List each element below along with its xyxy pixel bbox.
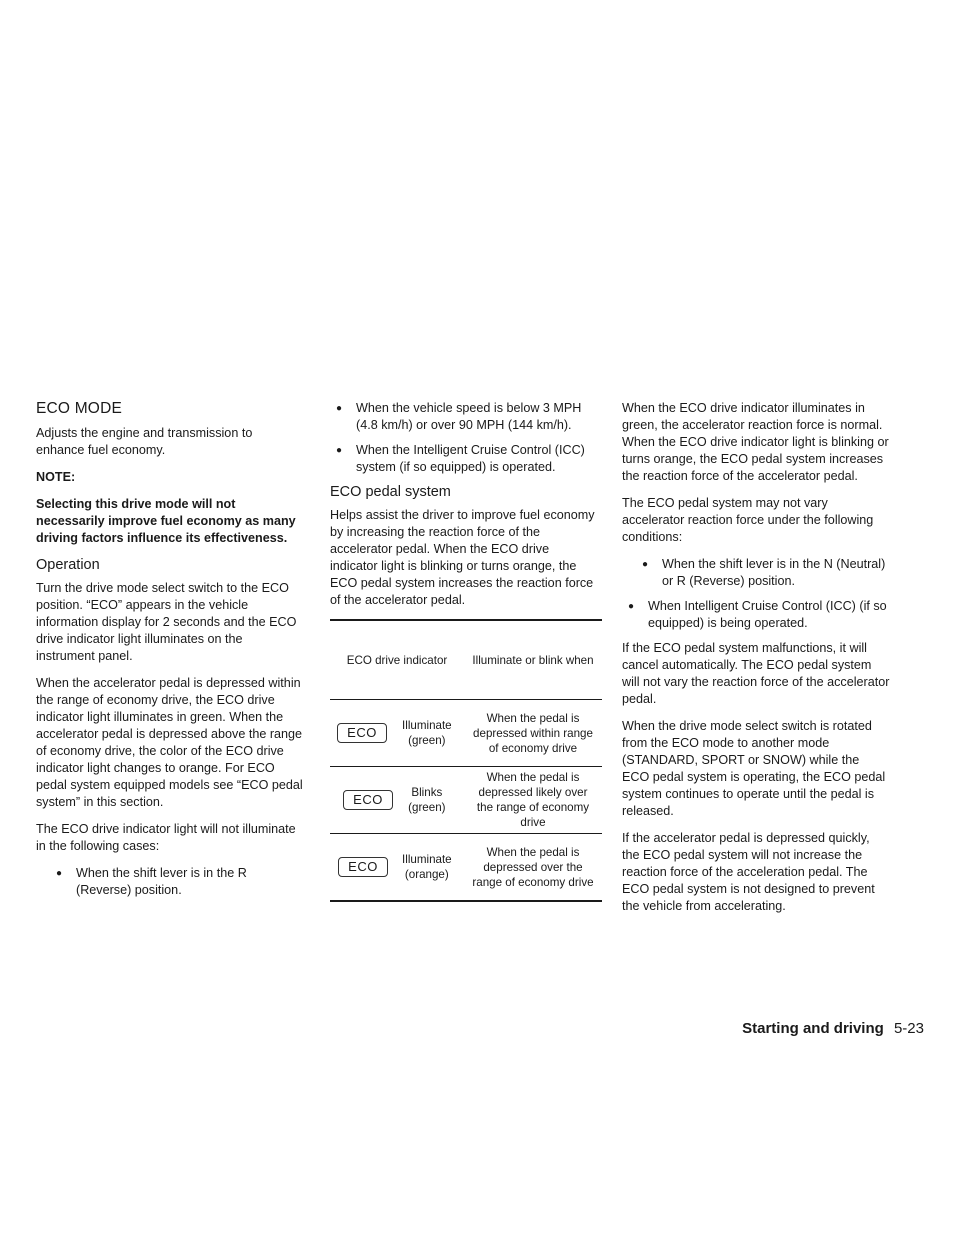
footer-section-title: Starting and driving <box>742 1020 884 1037</box>
eco-indicator-table <box>330 619 602 902</box>
table-row <box>330 700 602 767</box>
page-number: 5-23 <box>893 1020 924 1037</box>
eco-indicator-icon: ECO <box>337 723 387 743</box>
pedal-paragraph-4: When the drive mode select switch is rotated from the ECO mode to another mode (STANDARD, SPORT or SNOW) while the ECO pedal system is operating, the ECO pedal system continues to operate until the pedal is released. <box>622 719 886 818</box>
table-row <box>330 767 602 834</box>
note-text: Selecting this drive mode will not necessarily improve fuel economy as many driving factors influence its effectiveness. <box>36 497 296 545</box>
indicator-condition: When the pedal is depressed likely over the range of economy drive <box>464 767 602 834</box>
pedal-paragraph-1: When the ECO drive indicator illuminates in green, the accelerator reaction force is normal. When the ECO drive indicator light is blinking or turns orange, the ECO pedal system increases the reaction force of the accelerator pedal. <box>622 401 889 483</box>
pedal-system-paragraph: Helps assist the driver to improve fuel economy by increasing the reaction force of the accelerator pedal. When the ECO drive indicator light is blinking or turns orange, the ECO pedal system increases the reaction force of the accelerator pedal. <box>330 508 595 607</box>
pedal-paragraph-5: If the accelerator pedal is depressed quickly, the ECO pedal system will not increase the reaction force of the acceleration pedal. The ECO pedal system is not designed to prevent the vehicle from accelerating. <box>622 831 875 913</box>
bullet-item: ● When Intelligent Cruise Control (ICC) (if so equipped) is being operated. <box>622 598 890 632</box>
table-header-when: Illuminate or blink when <box>472 653 594 667</box>
indicator-state: Illuminate (orange) <box>402 853 452 881</box>
section-heading: ECO MODE <box>36 400 122 417</box>
operation-paragraph-3: The ECO drive indicator light will not illuminate in the following cases: <box>36 822 296 853</box>
operation-paragraph-2: When the accelerator pedal is depressed within the range of economy drive, the ECO drive indicator light illuminates in green. When the accelerator pedal is depressed above the range of economy drive, the color of the ECO drive indicator light changes to orange. For ECO pedal system equipped models see “ECO pedal system” in this section. <box>36 676 303 809</box>
indicator-state: Blinks (green) <box>408 786 446 814</box>
note-label: NOTE: <box>36 470 76 484</box>
table-header-row <box>330 620 602 700</box>
operation-heading: Operation <box>36 557 100 573</box>
bullet-item: ● When the Intelligent Cruise Control (ICC) system (if so equipped) is operated. <box>330 442 598 476</box>
pedal-paragraph-3: If the ECO pedal system malfunctions, it will cancel automatically. The ECO pedal system will not vary the reaction force of the accelerator pedal. <box>622 641 890 706</box>
column-right <box>622 400 890 925</box>
table-header-indicator: ECO drive indicator <box>346 653 448 667</box>
eco-indicator-icon: ECO <box>338 857 388 877</box>
bullet-item: ● When the shift lever is in the R (Reverse) position. <box>36 865 304 899</box>
indicator-condition: When the pedal is depressed within range of economy drive <box>464 700 602 767</box>
intro-paragraph: Adjusts the engine and transmission to enhance fuel economy. <box>36 426 253 457</box>
column-left <box>36 400 304 907</box>
indicator-condition: When the pedal is depressed over the range of economy drive <box>464 834 602 902</box>
page-footer <box>742 1020 924 1037</box>
indicator-state: Illuminate (green) <box>402 719 452 747</box>
bullet-item: ● When the shift lever is in the N (Neutral) or R (Reverse) position. <box>622 556 890 590</box>
pedal-paragraph-2: The ECO pedal system may not vary accelerator reaction force under the following conditions: <box>622 496 874 544</box>
table-row <box>330 834 602 902</box>
bullet-item: ● When the vehicle speed is below 3 MPH (4.8 km/h) or over 90 MPH (144 km/h). <box>330 400 598 434</box>
eco-indicator-icon: ECO <box>343 790 393 810</box>
column-middle <box>330 400 598 902</box>
operation-paragraph-1: Turn the drive mode select switch to the ECO position. “ECO” appears in the vehicle information display for 2 seconds and the ECO drive indicator light illuminates on the instrument panel. <box>36 581 297 663</box>
pedal-system-heading: ECO pedal system <box>330 484 451 500</box>
